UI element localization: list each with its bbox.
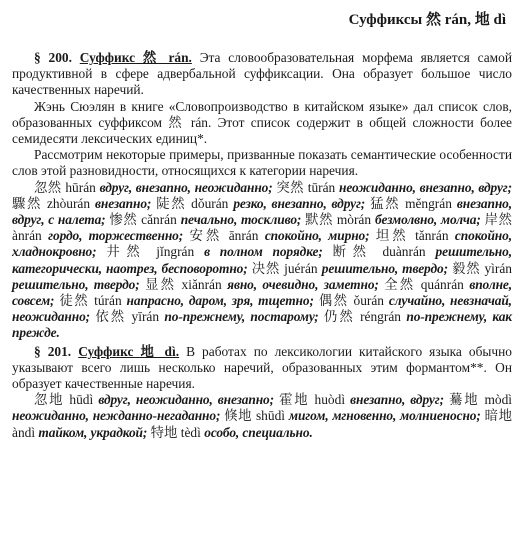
entry-gloss: особо, специально. [204,424,313,440]
entry-gloss: по-прежнему, как прежде. [12,309,512,341]
entry-hanzi: 惨然 [109,212,138,228]
entry-pinyin: juérán [284,260,318,276]
entry-pinyin: réngrán [360,309,401,325]
entry-pinyin: ànrán [12,228,42,244]
book-page [12,10,512,441]
entry-hanzi: 断然 [332,244,373,260]
entry-pinyin: shūdì [255,408,285,424]
entry-pinyin: yīrán [131,309,160,325]
entry-hanzi: 倏地 [224,408,253,424]
entry-hanzi: 井然 [106,244,147,260]
entry-hanzi: 特地 [150,424,178,440]
entry-gloss: печально, тоскливо; [180,212,302,228]
entry-pinyin: àndì [12,424,36,440]
entries-list-section-200 [12,180,512,342]
entry-hanzi: 显然 [145,276,177,292]
entry-hanzi: 偶然 [318,293,349,309]
entry-gloss: гордо, торжественно; [48,228,184,244]
section-title: Суффикс 然 rán. [79,50,192,65]
entry-pinyin: huòdì [314,392,346,408]
section-number: § 201. [34,343,72,359]
entry-gloss: мигом, мгновенно, молниеносно; [288,408,481,424]
lexical-entry [279,392,449,407]
entry-pinyin: dǒurán [191,195,229,211]
entry-hanzi: 仍然 [323,309,355,325]
entry-pinyin: duànrán [382,244,426,260]
entry-hanzi: 陡然 [156,195,187,211]
entry-pinyin: zhòurán [46,195,91,211]
entry-gloss: безмолвно, молча; [374,212,481,228]
lexical-entry [106,244,332,259]
section-title: Суффикс 地 dì. [78,343,180,359]
entry-hanzi: 驀地 [449,392,480,408]
entry-pinyin: cǎnrán [141,212,177,228]
entry-gloss: резко, внезапно, вдруг; [233,195,366,211]
entry-hanzi: 忽然 [34,179,62,195]
lexical-entry [34,392,279,407]
entry-gloss: внезапно, вдруг; [350,392,444,408]
entry-pinyin: měngrán [405,195,452,211]
lexical-entry [190,228,376,243]
entry-pinyin: mòrán [336,212,372,228]
entry-gloss: решительно, твердо; [12,276,140,292]
entry-pinyin: hūdì [69,392,94,408]
entry-pinyin: ānrán [228,228,259,244]
entry-hanzi: 坦然 [375,228,409,244]
entry-gloss: напрасно, даром, зря, тщетно; [126,293,314,309]
entry-pinyin: yìrán [484,260,512,276]
entry-gloss: вдруг, внезапно, неожиданно; [99,179,273,195]
section-number: § 200. [34,50,72,65]
lexical-entry [109,212,305,227]
lexical-entry [59,293,318,308]
entry-gloss: в полном порядке; [204,244,323,260]
entry-pinyin: mòdì [484,392,512,408]
entry-gloss: тайком, украдкой; [38,424,148,440]
entry-gloss: неожиданно, внезапно, вдруг; [339,179,512,195]
entry-hanzi: 依然 [95,309,127,325]
lexical-entry [276,180,512,195]
entry-gloss: вдруг, неожиданно, внезапно; [98,392,275,408]
entry-pinyin: ǒurán [353,293,385,309]
lexical-entry [156,196,370,211]
entry-pinyin: tèdì [180,424,201,440]
entry-hanzi: 徒然 [59,293,90,309]
entry-pinyin: quánrán [420,276,464,292]
entry-pinyin: tǎnrán [415,228,449,244]
entry-gloss: случайно, невзначай, неожиданно; [12,293,512,325]
entry-pinyin: jǐngrán [156,244,195,260]
entry-hanzi: 暗地 [484,408,512,424]
entry-hanzi: 全然 [384,276,416,292]
entry-hanzi: 驟然 [12,195,42,211]
entry-hanzi: 霍地 [279,392,310,408]
entry-hanzi: 岸然 [484,212,512,228]
entry-hanzi: 默然 [305,212,333,228]
entry-gloss: вполне, совсем; [12,276,513,309]
section-200-intro [12,50,512,99]
entries-list-section-201 [12,392,512,441]
entry-gloss: спокойно, хладнокровно; [12,228,512,260]
entry-pinyin: tūrán [307,179,336,195]
running-head: Суффиксы 然 rán, 地 dì [348,12,506,28]
entry-hanzi: 安然 [189,228,223,244]
entry-hanzi: 突然 [276,179,304,195]
paragraph: Жэнь Сюэлян в книге «Словопроизводство в китайском языке» дал список слов, образованных суффиксом 然 rán. Этот список содержит в общей сложности более семидесяти лексических единиц*. [12,98,512,147]
entry-hanzi: 决然 [251,260,281,276]
lexical-entry [305,212,484,227]
lexical-entry [34,180,276,195]
entry-hanzi: 毅然 [452,260,481,276]
entry-gloss: решительно, твердо; [321,260,448,276]
entry-gloss: по-прежнему, постарому; [164,309,319,325]
lexical-entry [95,309,324,324]
entry-gloss: неожиданно, нежданно-негаданно; [12,408,221,424]
entry-gloss: внезапно, вдруг, с налета; [12,195,513,228]
entry-pinyin: xiǎnrán [181,276,222,292]
lexical-entry [12,196,156,211]
paragraph-text: В работах по лексикологии китайского языка обычно указывают всего лишь несколько наречий, образованных этим формантом**. Он образует качественные наречия. [12,343,512,392]
paragraph-text: Эта словообразовательная морфема является самой продуктивной в сфере адвербальной суффиксации. Она образует большое число качественных наречий. [12,50,512,98]
entry-gloss: внезапно; [95,195,152,211]
entry-pinyin: túrán [94,293,122,309]
entry-hanzi: 猛然 [370,195,401,211]
lexical-entry [252,261,452,276]
entry-pinyin: hūrán [65,179,96,195]
entry-gloss: явно, очевидно, заметно; [227,276,379,292]
entry-gloss: спокойно, мирно; [264,228,370,244]
lexical-entry [151,425,313,440]
lexical-entry [224,408,484,423]
lexical-entry [145,277,384,292]
paragraph: Рассмотрим некоторые примеры, призванные показать семантические особенности слов этой разновидности, относящихся к категории наречия. [12,147,512,179]
section-201-intro [12,344,512,393]
entry-hanzi: 忽地 [34,392,65,408]
entry-gloss: решительно, категорически, наотрез, бесповоротно; [12,244,512,276]
